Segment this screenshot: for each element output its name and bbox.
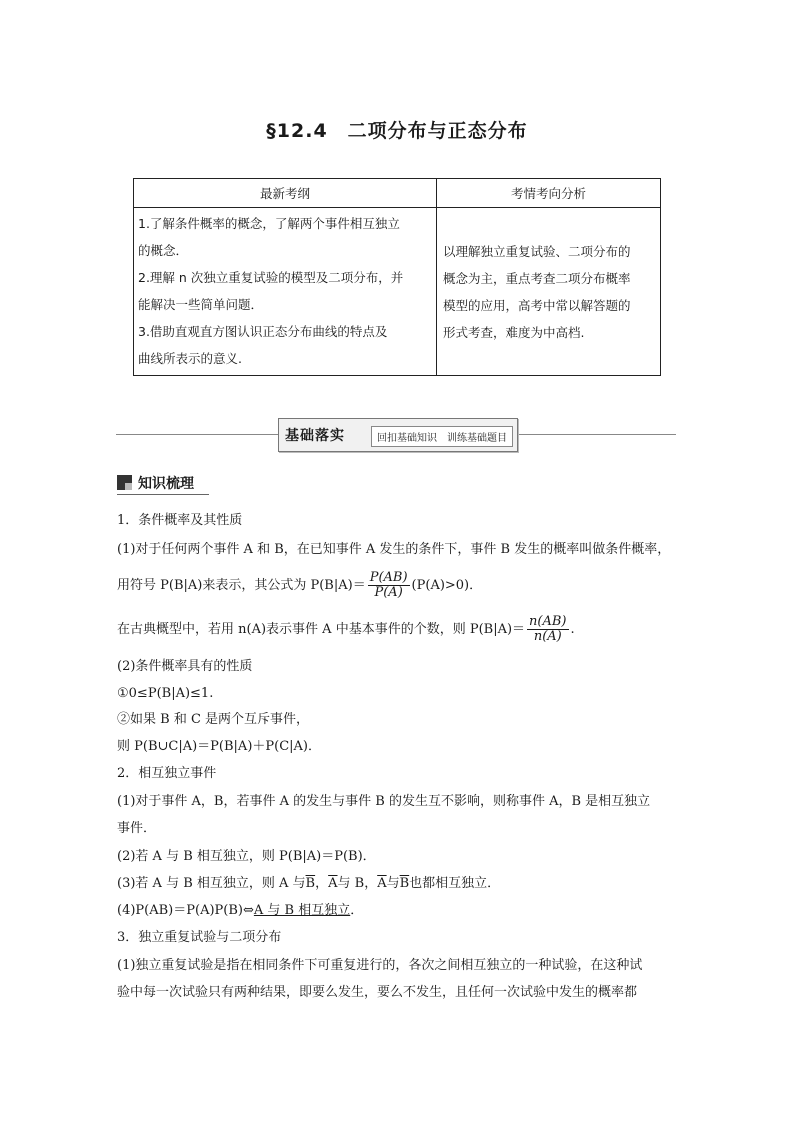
- paragraph: 验中每一次试验只有两种结果，即要么发生，要么不发生，且任何一次试验中发生的概率都: [117, 985, 638, 1000]
- subheading: 2．相互独立事件: [117, 766, 217, 781]
- syllabus-line: 3.借助直观直方图认识正态分布曲线的特点及: [138, 324, 388, 339]
- paragraph: 则 P(B∪C|A)＝P(B|A)＋P(C|A)．: [117, 739, 322, 754]
- text: 用符号 P(B|A)来表示，其公式为 P(B|A)＝: [117, 578, 366, 593]
- denominator: P(A): [374, 585, 403, 600]
- analysis-line: 形式考查，难度为中高档.: [443, 324, 585, 340]
- text: (4)P(AB)＝P(A)P(B)⇔: [117, 903, 254, 918]
- section-box: [278, 418, 518, 452]
- paragraph: ①0≤P(B|A)≤1.: [117, 686, 214, 701]
- analysis-cell: [437, 208, 661, 376]
- paragraph: 事件．: [117, 821, 157, 836]
- col2-header: 考情考向分析: [437, 179, 661, 208]
- syllabus-line: 2.理解 n 次独立重复试验的模型及二项分布，并: [138, 270, 404, 285]
- text: ．: [350, 903, 364, 918]
- fraction: [527, 615, 568, 644]
- paragraph: (2)若 A 与 B 相互独立，则 P(B|A)＝P(B)．: [117, 849, 376, 864]
- paragraph: (1)对于事件 A，B，若事件 A 的发生与事件 B 的发生互不影响，则称事件 A，B 是相互独立: [117, 794, 651, 809]
- paragraph: ②如果 B 和 C 是两个互斥事件，: [117, 712, 310, 727]
- complement: $\overline{A}$: [377, 876, 387, 891]
- complement: $\overline{B}$: [305, 876, 316, 891]
- text: 在古典概型中，若用 n(A)表示事件 A 中基本事件的个数，则 P(B|A)＝: [117, 622, 526, 637]
- text: 与 B，: [337, 876, 378, 891]
- heading-underline: [117, 494, 209, 495]
- paragraph: (2)条件概率具有的性质: [117, 659, 253, 674]
- subheading: 1．条件概率及其性质: [117, 513, 243, 528]
- subheading: 3．独立重复试验与二项分布: [117, 930, 282, 945]
- page-title: §12.4 二项分布与正态分布: [266, 120, 528, 142]
- complement: $\overline{B}$: [399, 876, 410, 891]
- paragraph: (1)独立重复试验是指在相同条件下可重复进行的，各次之间相互独立的一种试验，在这种试: [117, 958, 643, 973]
- paragraph: [117, 902, 363, 920]
- analysis-line: 概念为主，重点考查二项分布概率: [443, 270, 631, 286]
- text: (3)若 A 与 B 相互独立，则 A 与: [117, 876, 306, 891]
- section-banner: [116, 418, 676, 452]
- section-title: 基础落实: [285, 428, 345, 444]
- analysis-line: 以理解独立重复试验、二项分布的: [443, 243, 631, 259]
- syllabus-line: 能解决一些简单问题．: [138, 297, 264, 312]
- denominator: n(A): [533, 629, 562, 644]
- underlined-answer: A 与 B 相互独立: [253, 903, 351, 918]
- paragraph: (1)对于任何两个事件 A 和 B，在已知事件 A 发生的条件下，事件 B 发生的概率叫做条件概率，: [117, 542, 671, 557]
- divider: [518, 434, 676, 435]
- knowledge-heading: [117, 471, 209, 495]
- analysis-line: 模型的应用，高考中常以解答题的: [443, 297, 631, 313]
- square-bullet-icon: [117, 475, 132, 490]
- syllabus-table: [133, 178, 661, 376]
- numerator: n(AB): [529, 614, 567, 629]
- syllabus-line: 曲线所表示的意义.: [138, 351, 242, 366]
- text: (P(A)>0)．: [411, 578, 483, 593]
- complement: $\overline{A}$: [328, 876, 338, 891]
- divider: [116, 434, 278, 435]
- knowledge-heading-text: 知识梳理: [138, 476, 194, 492]
- formula-line: [117, 568, 482, 604]
- numerator: P(AB): [369, 570, 408, 585]
- text: 也都相互独立．: [409, 876, 501, 891]
- text: .: [570, 622, 575, 637]
- paragraph: [117, 875, 500, 893]
- syllabus-line: 的概念．: [138, 243, 189, 258]
- section-subtitle: 回扣基础知识 训练基础题目: [371, 426, 513, 447]
- text: ，: [315, 876, 329, 891]
- col1-header: 最新考纲: [134, 179, 437, 208]
- syllabus-cell: [134, 208, 437, 376]
- syllabus-line: 1.了解条件概率的概念，了解两个事件相互独立: [138, 216, 400, 231]
- fraction: [368, 571, 410, 600]
- text: 与: [386, 876, 400, 891]
- formula-line: [117, 612, 575, 648]
